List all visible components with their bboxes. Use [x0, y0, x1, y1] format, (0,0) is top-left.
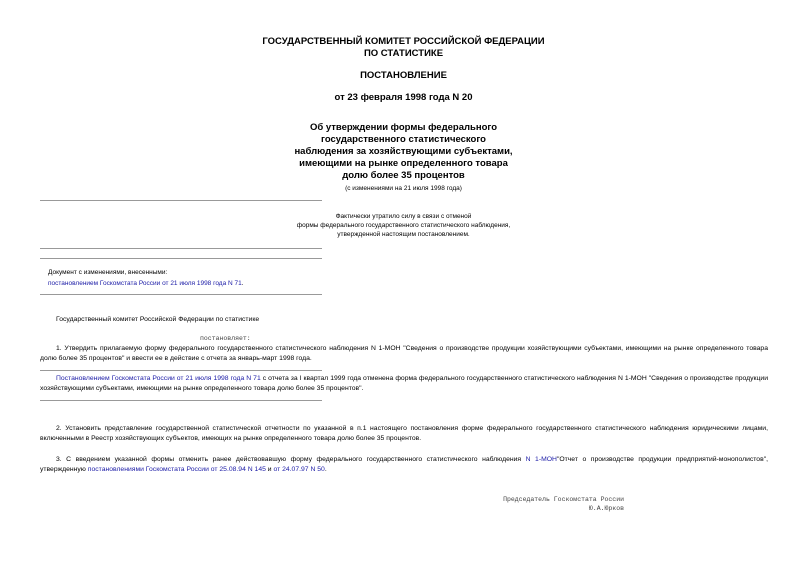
item-3: [40, 455, 768, 475]
item-1: 1. Утвердить прилагаемую форму федерального государственного статистического наблюдения N 1-МОН "Сведения о производстве продукции хозяйствующими субъектами, имеющими на рынке определенного товара долю более 35 процентов" и ввести ее в действие с отчета за январь-март 1998 года.: [40, 345, 768, 362]
subject-line: долю более 35 процентов: [342, 170, 465, 181]
divider: [40, 258, 322, 259]
resolution-link-50[interactable]: от 24.07.97 N 50: [273, 466, 325, 473]
item-3-text: и: [265, 466, 274, 473]
status-note: [0, 212, 807, 239]
subject-line: государственного статистического: [321, 134, 486, 145]
issuer-line: Государственный комитет Российской Федерации по статистике: [56, 316, 260, 323]
amendment-note-text: с отчета за I квартал 1999 года отменена форма федерального государственного статистического наблюдения N 1-МОН "Сведения о производстве продукции хозяйствующими субъектами, имеющими на рынке определенного товара долю более 35 процентов".: [40, 375, 768, 392]
form-link[interactable]: N 1-МОН: [525, 456, 557, 463]
divider: [40, 400, 322, 401]
resolution-link-145[interactable]: постановлениями Госкомстата России от 25.08.94 N 145: [87, 466, 266, 473]
amendment-note: [40, 374, 768, 394]
amendment-link[interactable]: постановлением Госкомстата России от 21 июля 1998 года N 71: [48, 280, 242, 287]
signature-title: Председатель Госкомстата России: [503, 496, 624, 503]
amendment-link-suffix: .: [241, 280, 244, 287]
status-note-line: формы федерального государственного статистического наблюдения,: [296, 222, 511, 229]
amendments-label: Документ с изменениями, внесенными:: [48, 269, 168, 276]
divider: [40, 294, 322, 295]
divider: [40, 370, 322, 371]
item-3-text: .: [324, 466, 327, 473]
item-3-text: "Отчет о производстве продукции предприятий-монополистов", утвержденную: [40, 456, 768, 473]
item-2: 2. Установить представление государственной статистической отчетности по указанной в п.1 настоящего постановления форме федерального государственного статистического наблюдения юридическими лицами, включенными в Реестр хозяйствующих субъектов, имеющих на рынке определенного товара долю более 35 процентов.: [40, 425, 768, 442]
subject-line: имеющими на рынке определенного товара: [299, 158, 508, 169]
doc-type: ПОСТАНОВЛЕНИЕ: [360, 70, 447, 81]
subject-title: [0, 122, 807, 182]
subject-line: Об утверждении формы федерального: [309, 122, 498, 133]
amendment-note-link[interactable]: Постановлением Госкомстата России от 21 июля 1998 года N 71: [56, 375, 261, 382]
status-note-line: утвержденной настоящим постановлением.: [337, 231, 470, 238]
decides-line: постановляет:: [200, 335, 251, 342]
status-note-line: Фактически утратило силу в связи с отменой: [335, 213, 472, 220]
subject-line: наблюдения за хозяйствующими субъектами,: [294, 146, 513, 157]
doc-date: от 23 февраля 1998 года N 20: [334, 92, 473, 103]
divider: [40, 200, 322, 201]
amendments-link-row: [48, 279, 348, 288]
org-name-line1: ГОСУДАРСТВЕННЫЙ КОМИТЕТ РОССИЙСКОЙ ФЕДЕРАЦИИ: [262, 36, 545, 47]
item-3-text: 3. С введением указанной формы отменить ранее действовавшую форму федерального государственного статистического наблюдения: [56, 456, 526, 463]
signature-name: Ю.А.Юрков: [588, 505, 624, 512]
org-name-line2: ПО СТАТИСТИКЕ: [363, 48, 444, 59]
changes-note: (с изменениями на 21 июля 1998 года): [345, 185, 462, 192]
divider: [40, 248, 322, 249]
